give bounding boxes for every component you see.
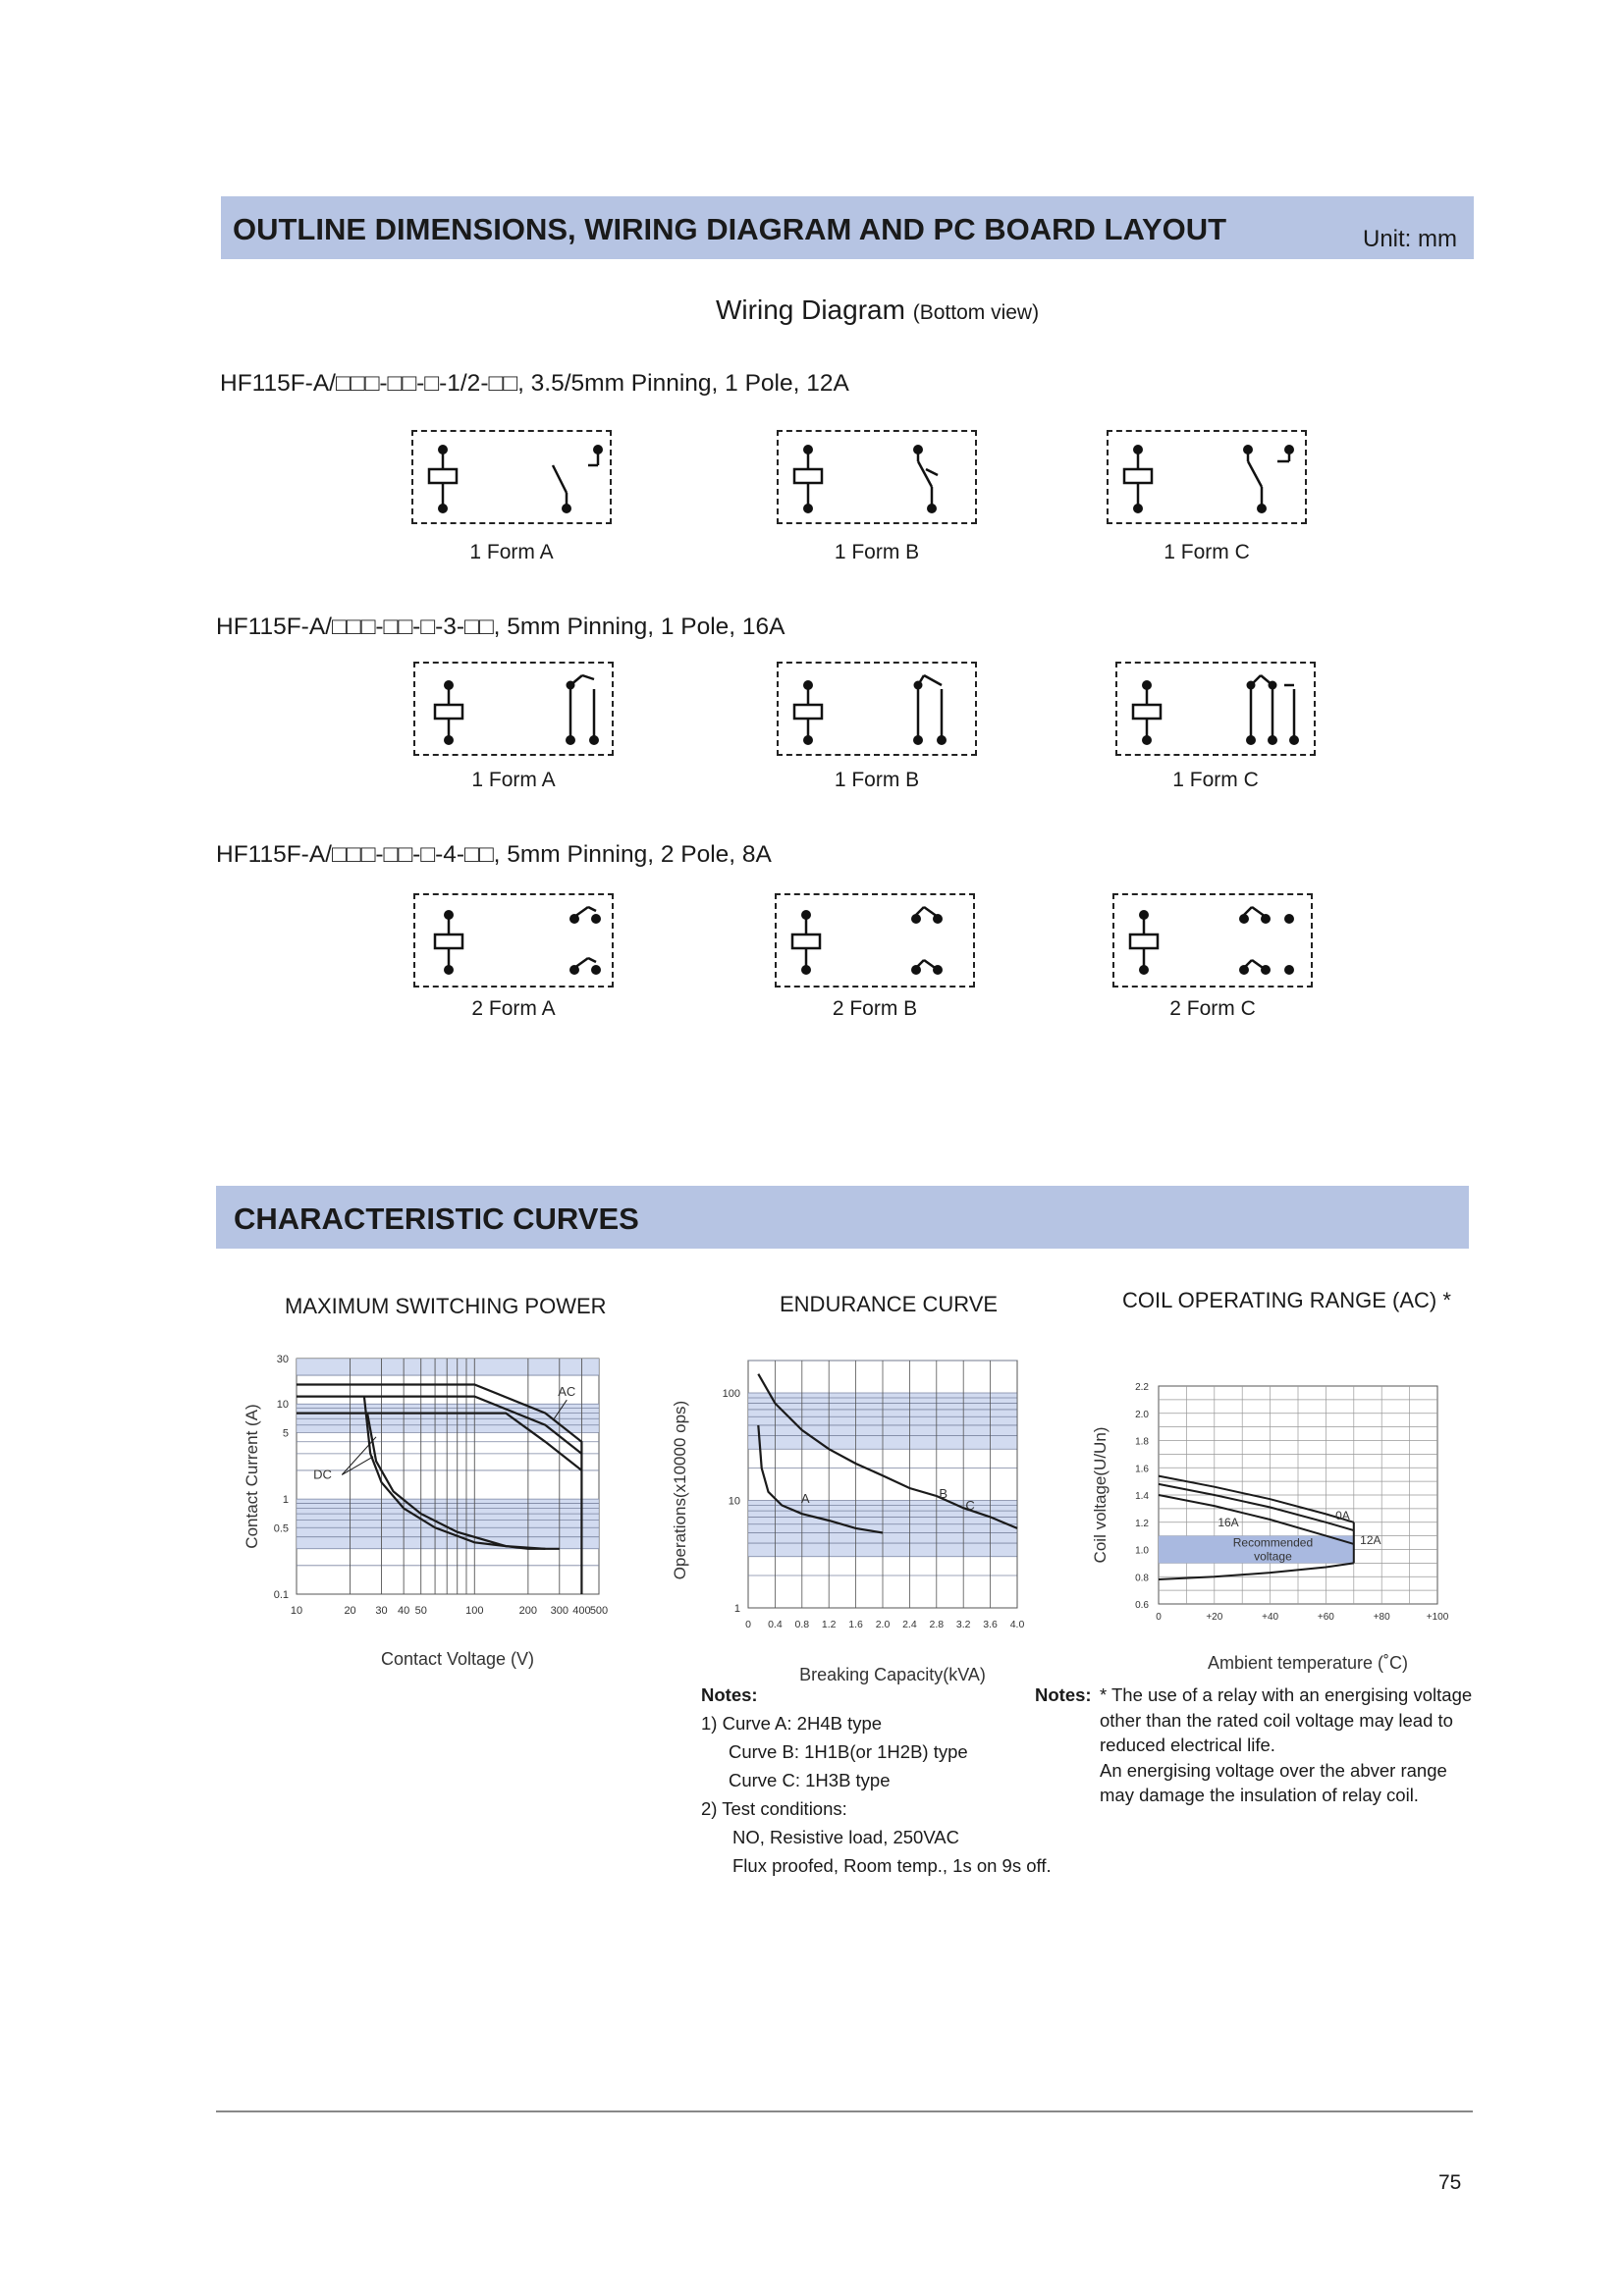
annotation-dc: DC	[313, 1467, 332, 1482]
x-axis-label: Contact Voltage (V)	[380, 1649, 535, 1669]
x-tick-label: 0.4	[768, 1619, 783, 1630]
notes-heading: Notes:	[701, 1684, 758, 1705]
y-tick-label: 2.2	[1135, 1382, 1149, 1393]
characteristic-title: CHARACTERISTIC CURVES	[234, 1201, 639, 1236]
shade-band	[297, 1499, 599, 1549]
footer-divider	[216, 2110, 1473, 2112]
wiring-3-form-c	[1112, 893, 1313, 988]
wiring-symbol	[413, 432, 614, 526]
x-tick-label: 4.0	[1009, 1619, 1025, 1630]
y-tick-label: 10	[276, 1399, 289, 1412]
x-tick-label: 100	[465, 1605, 484, 1617]
annotation-recommended: Recommended	[1232, 1535, 1314, 1550]
model-line-2: HF115F-A/□□□-□□-□-3-□□, 5mm Pinning, 1 Pole, 16A	[216, 614, 785, 640]
shade-band	[297, 1359, 599, 1375]
wiring-label: 2 Form A	[471, 997, 556, 1020]
wiring-label: 1 Form A	[469, 541, 554, 563]
wiring-1-form-c	[1107, 430, 1307, 524]
wiring-2-form-c	[1115, 662, 1316, 756]
wiring-label: 1 Form A	[471, 769, 556, 791]
notes-heading: Notes:	[1035, 1684, 1092, 1705]
x-tick-label: 0	[1156, 1612, 1162, 1623]
wiring-1-form-a	[411, 430, 612, 524]
y-tick-label: 30	[276, 1354, 289, 1365]
x-tick-label: +80	[1373, 1612, 1390, 1623]
chart-title-coil-range: COIL OPERATING RANGE (AC) *	[1122, 1288, 1451, 1312]
wiring-title-text: Wiring Diagram	[716, 294, 905, 325]
wiring-symbol	[415, 895, 616, 989]
y-tick-label: 0.8	[1135, 1573, 1149, 1584]
x-tick-label: 2.0	[875, 1619, 891, 1630]
wiring-symbol	[1117, 664, 1318, 758]
annotation-16a: 16A	[1218, 1515, 1239, 1529]
x-tick-label: 2.4	[902, 1619, 917, 1630]
y-tick-label: 1	[282, 1494, 289, 1507]
page-number: 75	[1438, 2171, 1462, 2194]
annotation-12a: 12A	[1360, 1532, 1381, 1547]
series-label-a: A	[800, 1490, 810, 1506]
chart-title-max-switching: MAXIMUM SWITCHING POWER	[285, 1294, 607, 1318]
note-line: may damage the insulation of relay coil.	[1100, 1785, 1419, 1805]
y-tick-label: 1	[733, 1603, 740, 1615]
wiring-symbol	[1109, 432, 1309, 526]
chart-svg	[1090, 1355, 1473, 1679]
x-tick-label: 1.2	[821, 1619, 837, 1630]
wiring-label: 2 Form C	[1169, 997, 1256, 1020]
x-axis-label: Ambient temperature (˚C)	[1207, 1653, 1409, 1673]
chart-max-switching-power	[236, 1345, 628, 1679]
y-tick-label: 0.5	[273, 1522, 289, 1535]
x-axis-label: Breaking Capacity(kVA)	[799, 1665, 986, 1684]
chart-coil-range	[1090, 1355, 1473, 1679]
y-tick-label: 1.2	[1135, 1518, 1149, 1529]
y-tick-label: 0.6	[1135, 1600, 1149, 1611]
wiring-label: 1 Form B	[834, 769, 920, 791]
wiring-label: 1 Form C	[1164, 541, 1250, 563]
x-tick-label: 30	[375, 1605, 388, 1617]
note-line: 1) Curve A: 2H4B type	[701, 1713, 883, 1734]
annotation-0a: 0A	[1335, 1508, 1350, 1522]
notes-left	[701, 1681, 1052, 1880]
x-tick-label: 40	[398, 1605, 410, 1617]
wiring-3-form-b	[775, 893, 975, 988]
y-tick-label: 10	[728, 1495, 740, 1508]
y-tick-label: 1.4	[1135, 1491, 1149, 1502]
series-label-b: B	[939, 1486, 947, 1502]
x-tick-label: 3.2	[955, 1619, 971, 1630]
note-line: Flux proofed, Room temp., 1s on 9s off.	[732, 1855, 1052, 1876]
x-tick-label: 50	[414, 1605, 427, 1617]
y-axis-label: Coil voltage(U/Un)	[1091, 1426, 1110, 1564]
x-tick-label: 500	[589, 1605, 609, 1617]
notes-right	[1035, 1682, 1473, 1808]
wiring-label: 1 Form B	[834, 541, 920, 563]
note-line: * The use of a relay with an energising voltage	[1100, 1684, 1473, 1705]
y-tick-label: 5	[282, 1427, 289, 1440]
page-title: OUTLINE DIMENSIONS, WIRING DIAGRAM AND PC BOARD LAYOUT	[233, 212, 1227, 246]
y-tick-label: 2.0	[1135, 1409, 1149, 1420]
wiring-label: 2 Form B	[832, 997, 918, 1020]
note-line: other than the rated coil voltage may lead to	[1100, 1709, 1453, 1731]
x-tick-label: 2.8	[929, 1619, 945, 1630]
note-line: Curve B: 1H1B(or 1H2B) type	[729, 1741, 968, 1762]
wiring-3-form-a	[413, 893, 614, 988]
wiring-2-form-b	[777, 662, 977, 756]
wiring-symbol	[415, 664, 616, 758]
chart-endurance	[668, 1345, 1041, 1684]
x-tick-label: 3.6	[983, 1619, 998, 1630]
wiring-symbol	[779, 432, 979, 526]
x-tick-label: 300	[550, 1605, 568, 1617]
note-line: Curve C: 1H3B type	[729, 1770, 891, 1790]
y-tick-label: 1.8	[1135, 1436, 1149, 1448]
chart-title-endurance: ENDURANCE CURVE	[780, 1292, 999, 1316]
y-tick-label: 100	[722, 1387, 740, 1400]
x-tick-label: +60	[1317, 1612, 1334, 1623]
note-line: 2) Test conditions:	[701, 1798, 847, 1819]
x-tick-label: +40	[1262, 1612, 1279, 1623]
y-axis-label: Operations(x10000 ops)	[671, 1400, 689, 1580]
wiring-symbol	[1114, 895, 1315, 989]
x-tick-label: 1.6	[848, 1619, 863, 1630]
note-line: NO, Resistive load, 250VAC	[732, 1827, 960, 1847]
wiring-subtitle-text: (Bottom view)	[912, 301, 1040, 324]
wiring-symbol	[779, 664, 979, 758]
x-tick-label: 400	[572, 1605, 591, 1617]
wiring-diagram-title	[716, 294, 1039, 326]
x-tick-label: 20	[344, 1605, 356, 1617]
wiring-symbol	[777, 895, 977, 989]
x-tick-label: 0.8	[794, 1619, 810, 1630]
x-tick-label: 0	[745, 1619, 751, 1630]
unit-label: Unit: mm	[1363, 226, 1457, 252]
x-tick-label: 10	[290, 1605, 303, 1617]
y-axis-label: Contact Current (A)	[243, 1404, 261, 1549]
annotation-voltage: voltage	[1254, 1549, 1292, 1564]
plot-area	[297, 1359, 599, 1594]
chart-svg	[236, 1345, 628, 1679]
chart-svg	[668, 1345, 1041, 1684]
wiring-label: 1 Form C	[1172, 769, 1259, 791]
series-label-c: C	[965, 1497, 975, 1513]
x-tick-label: 200	[518, 1605, 538, 1617]
model-line-3: HF115F-A/□□□-□□-□-4-□□, 5mm Pinning, 2 Pole, 8A	[216, 841, 772, 868]
y-tick-label: 1.0	[1135, 1545, 1149, 1557]
y-tick-label: 1.6	[1135, 1464, 1149, 1475]
y-tick-label: 0.1	[273, 1589, 289, 1601]
wiring-2-form-a	[413, 662, 614, 756]
x-tick-label: +20	[1206, 1612, 1223, 1623]
wiring-1-form-b	[777, 430, 977, 524]
model-line-1: HF115F-A/□□□-□□-□-1/2-□□, 3.5/5mm Pinning, 1 Pole, 12A	[220, 370, 849, 397]
note-line: reduced electrical life.	[1100, 1735, 1275, 1755]
x-tick-label: +100	[1426, 1612, 1449, 1623]
annotation-ac: AC	[558, 1384, 576, 1400]
note-line: An energising voltage over the abver range	[1100, 1759, 1447, 1781]
